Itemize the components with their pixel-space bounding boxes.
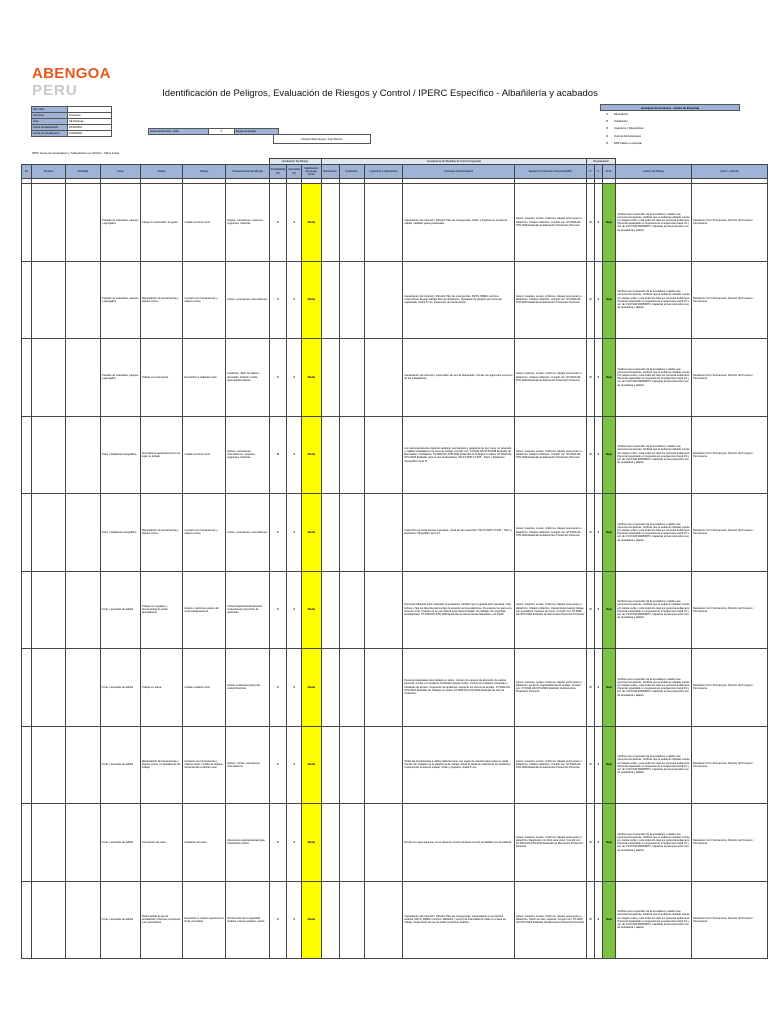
cell-empty <box>66 184 100 262</box>
cell-quien: Residente Civil / Permanente. Director de Proyecto / Permanente <box>692 571 768 649</box>
logo-main-text: ABENGOA <box>32 65 111 82</box>
col-administrativos: Controles Administrativos <box>403 165 515 179</box>
legend-item <box>600 111 740 118</box>
cell-s: 3 <box>287 804 302 882</box>
cell-empty <box>31 726 65 804</box>
cell-tarea: Corte y asentado de ladrillo <box>100 804 140 882</box>
cell-accion: Verificar que el operador de la amoladora y taladro sea personal competente. Verificar que el andamio utilizado cuente con tarjeta verde y esté todos los días por personal andamiero. Personal capacitado en respuesta de emergencias Canal 01 y cel. de CVCCSM 966056873. Capacitar al personal sobre uso de amoladora y taladro. <box>616 804 692 882</box>
legend-item <box>600 125 740 132</box>
cell-empty <box>22 494 32 572</box>
cell-empty <box>364 649 402 727</box>
cell-empty <box>321 184 339 262</box>
legend-item-text: EPP básico o especial <box>614 140 642 145</box>
col-tarea: Tarea <box>100 165 140 179</box>
cell-prob2: Baja <box>602 261 616 339</box>
cell-empty <box>321 649 339 727</box>
cell-quien: Residente Civil / Permanente. Director de Proyecto / Permanente <box>692 649 768 727</box>
cell-peligro: Manipulación de herramientas y objetos cortos <box>140 261 183 339</box>
group-control-hierarchy: Jerarquía de las Medidas de Control Sugeridas <box>321 159 586 165</box>
table-row <box>22 339 768 417</box>
table-row <box>22 571 768 649</box>
cell-epp: Casco, Guantes, Lentes, Uniforme, Zapato punta acero o dieléctrico. Chaleco reflectivo. Cumplir con: ST-PAM-HS-STD-0020 Estándar de Elementos Protección Personal <box>514 184 586 262</box>
cell-s2: 3 <box>594 649 602 727</box>
info-table <box>31 106 112 137</box>
cell-riesgo: Caídas al mismo nivel <box>183 416 226 494</box>
cell-accion: Verificar que el operador de la amoladora y taladro sea personal competente. Verificar que el andamio utilizado cuente con tarjeta verde y esté todos los días por personal andamiero. Personal capacitado en respuesta de emergencias Canal 01 y cel. de CVCCSM 966056873. Capacitar al personal sobre uso de amoladora y taladro. <box>616 339 692 417</box>
col-quien: Quién - Cuándo <box>692 165 768 179</box>
cell-empty <box>339 726 364 804</box>
col-accion: Acción del Riesgo <box>616 165 692 179</box>
cell-empty <box>66 726 100 804</box>
cell-peligro: Generación de polvo <box>140 804 183 882</box>
cell-admin: Personal calificado para manipular la amoladora. Verificar que la guarda esté operativa. Usar la llave y fijar los disco/la pieza a fijar de acuerdo recomendaciones. No exponer la mano a la línea de corte. Cuando no se use deberá estar desenchufado. No trabajar con ropa floja, deshilachada. ST-PAM-HS-STD-0030 Estándar de Herramientas Manuales y de Poder. <box>403 571 515 649</box>
legend-item <box>600 133 740 140</box>
cell-clas: Media <box>301 416 321 494</box>
cell-s2: 3 <box>594 881 602 959</box>
col-sustitucion: Sustitución <box>339 165 364 179</box>
cell-tarea: Traslado de materiales, equipos y agregados <box>100 184 140 262</box>
cell-riesgo: Caídas a distinto nivel <box>183 649 226 727</box>
cell-peligro: Carga en mal estado / irregular <box>140 184 183 262</box>
cell-riesgo: Contacto con herramientas y objetos cortos <box>183 494 226 572</box>
cell-accion: Verificar que el operador de la amoladora y taladro sea personal competente. Verificar que el andamio utilizado cuente con tarjeta verde y esté todos los días por personal andamiero. Personal capacitado en respuesta de emergencias Canal 01 y cel. de CVCCSM 966056873. Capacitar al personal sobre uso de amoladora y taladro. <box>616 726 692 804</box>
cell-peligro: Manipulación de herramientas y objetos cortos, en plataformas de trabajo <box>140 726 183 804</box>
cell-riesgo: Contacto con herramientas y objetos cortos <box>183 261 226 339</box>
cell-accion: Verificar que el operador de la amoladora y taladro sea personal competente. Verificar que el andamio utilizado cuente con tarjeta verde y esté todos los días por personal andamiero. Personal capacitado en respuesta de emergencias Canal 01 y cel. de CVCCSM 966056873. Capacitar al personal sobre uso de amoladora y taladro. <box>616 494 692 572</box>
cell-riesgo: Contacto con herramientas y objetos cortos / Caída de objetos, herramientas a distinto nivel <box>183 726 226 804</box>
col-prob2: Prob. <box>602 165 616 179</box>
cell-s: 3 <box>287 184 302 262</box>
cell-empty <box>339 571 364 649</box>
cell-p: C <box>269 184 286 262</box>
cell-empty <box>22 571 32 649</box>
cell-empty <box>321 881 339 959</box>
cell-s2: 3 <box>594 184 602 262</box>
table-row <box>22 649 768 727</box>
cell-empty <box>321 339 339 417</box>
cell-empty <box>339 649 364 727</box>
cell-epp: Casco, Guantes, Lentes, Uniforme, Zapato punta acero o dieléctrico. Chaleco reflectivo. Cumplir con: ST-PAM-HS-STD-0020 Estándar de Elementos Protección Personal <box>514 261 586 339</box>
cell-epp: Casco, Guantes, Lentes, Uniforme, Zapato punta acero o dieléctrico. Respirador con filtro para polvo. Cumplir con: ST-PAM-HS-STD-0020 Estándar de Elementos Protección Personal <box>514 804 586 882</box>
cell-empty <box>321 416 339 494</box>
legend-item-number: 2 <box>606 119 608 124</box>
cell-epp: Casco, Guantes, Lentes, Uniforme, Zapato punta acero o dieléctrico. Chaleco reflectivo. Cumplir con: ST-PAM-HS-STD-0020 Estándar de Elementos Protección Personal <box>514 726 586 804</box>
revision-date-label: Fecha de Revisión: 2020 <box>149 129 209 135</box>
cell-empty <box>66 571 100 649</box>
cell-consecuencias: Cortes, contusiones, traumatismos <box>226 494 270 572</box>
legend-item <box>600 140 740 147</box>
info-value: 25/10/2018 <box>68 125 112 131</box>
cell-p: C <box>269 571 286 649</box>
info-row <box>32 131 112 137</box>
cell-p2: D <box>587 726 595 804</box>
info-label: Sub Obra <box>32 107 68 113</box>
col-peligro: Peligro <box>140 165 183 179</box>
legend-title: Jerarquía de Controles - Orden de Prioridad <box>600 104 740 111</box>
cell-empty <box>66 494 100 572</box>
company-logo <box>32 66 111 100</box>
cell-empty <box>364 184 402 262</box>
cell-consecuencias: Golpes, Cortes, contusiones, traumatismos <box>226 726 270 804</box>
revision-date-value: 0 <box>209 129 235 135</box>
cell-empty <box>66 261 100 339</box>
cell-p: C <box>269 804 286 882</box>
legend-item-text: Ingeniería / Dispositivos <box>614 126 644 131</box>
cell-p: B <box>269 416 286 494</box>
cell-p2: D <box>587 881 595 959</box>
document-title: Identificación de Peligros, Evaluación de Riesgos y Control / IPERC Específico - Albañilería y acabados <box>162 88 598 99</box>
cell-empty <box>31 649 65 727</box>
cell-s: 3 <box>287 649 302 727</box>
group-reevaluation: Reevaluación <box>587 159 616 165</box>
cell-empty <box>22 804 32 882</box>
iperc-matrix <box>21 158 768 959</box>
legend-item-text: Eliminación <box>614 112 629 116</box>
cell-s: 3 <box>287 416 302 494</box>
cell-empty <box>339 416 364 494</box>
cell-empty <box>364 804 402 882</box>
table-row <box>22 881 768 959</box>
cell-epp: Casco, Guantes, Lentes, Uniforme, Zapato punta acero o dieléctrico. Chaleco reflectivo. Cumplir con: ST-PAM-HS-STD-0020 Estándar de Elementos Protección Personal <box>514 416 586 494</box>
cell-riesgo: Exposición a radiación solar <box>183 339 226 417</box>
cell-tarea: Trazo y Replanteo topográfico <box>100 416 140 494</box>
cell-quien: Residente Civil / Permanente. Director de Proyecto / Permanente <box>692 881 768 959</box>
cell-tarea: Corte y asentado de ladrillo <box>100 571 140 649</box>
cell-p: C <box>269 726 286 804</box>
col-eliminacion: Eliminación <box>321 165 339 179</box>
cell-quien: Residente Civil / Permanente. Director de Proyecto / Permanente <box>692 494 768 572</box>
cell-prob2: Baja <box>602 416 616 494</box>
evaluation-team-label: Equipo Evaluador <box>235 129 279 135</box>
cell-s2: 3 <box>594 494 602 572</box>
cell-clas: Media <box>301 494 321 572</box>
cell-riesgo: Caídas al mismo nivel <box>183 184 226 262</box>
evaluation-team-names: Director/Team Reyes / Juan Ramos <box>273 134 371 144</box>
cell-admin: Capacitación de inducción. Difusión Plan de emergencias. Capacitación en protección auditiva. PETS, IPERC continuo. Medición y control de intensidad de ruido en el área de trabajo. Supervisión de uso de doble protección auditiva. <box>403 881 515 959</box>
cell-accion: Verificar que el operador de la amoladora y taladro sea personal competente. Verificar que el andamio utilizado cuente con tarjeta verde y esté todos los días por personal andamiero. Personal capacitado en respuesta de emergencias Canal 01 y cel. de CVCCSM 966056873. Capacitar al personal sobre uso de amoladora y taladro. <box>616 571 692 649</box>
cell-empty <box>31 571 65 649</box>
cell-admin: Capacitación de inducción. Difusión Plan de emergencias. Orden y limpieza en el área de trabajo. Habilitar pasos peatonales. <box>403 184 515 262</box>
cell-empty <box>364 494 402 572</box>
col-riesgo: Riesgo <box>183 165 226 179</box>
col-severidad: Severidad (S) <box>287 165 302 179</box>
legend-item-number: 4 <box>606 133 608 138</box>
cell-clas: Media <box>301 881 321 959</box>
cell-clas: Media <box>301 649 321 727</box>
cell-consecuencias: Insolación, daño de cabeza, dermatitis, irritación ocular, quemaduras solares <box>226 339 270 417</box>
col-ingenieria: Ingeniería o dispositivos <box>364 165 402 179</box>
cell-empty <box>339 184 364 262</box>
cell-s2: 3 <box>594 571 602 649</box>
cell-empty <box>364 726 402 804</box>
cell-prob2: Baja <box>602 571 616 649</box>
cell-prob2: Baja <box>602 494 616 572</box>
legend-item-number: 3 <box>606 126 608 131</box>
cell-admin: Inspección de herramientas manuales, check list de inspección. PE-ST-0287-LT-005 - Trazo y Replanteo Topográfico de la LT <box>403 494 515 572</box>
cell-empty <box>31 494 65 572</box>
legend-item-number: 1 <box>606 112 608 116</box>
info-label: Fecha de Elaboración <box>32 125 68 131</box>
cell-empty <box>22 261 32 339</box>
cell-p2: D <box>587 494 595 572</box>
info-label: Gerencia <box>32 113 68 119</box>
cell-clas: Media <box>301 571 321 649</box>
cell-quien: Residente Civil / Permanente. Director de Proyecto / Permanente <box>692 804 768 882</box>
table-row <box>22 261 768 339</box>
cell-empty <box>339 261 364 339</box>
cell-p2: D <box>587 261 595 339</box>
cell-clas: Media <box>301 339 321 417</box>
col-proceso: Proceso <box>31 165 65 179</box>
cell-consecuencias: Cortes, contusiones, traumatismos <box>226 261 270 339</box>
cell-tarea: Corte y asentado de ladrillo <box>100 726 140 804</box>
table-row <box>22 726 768 804</box>
cell-accion: Verificar que el operador de la amoladora y taladro sea personal competente. Verificar que el andamio utilizado cuente con tarjeta verde y esté todos los días por personal andamiero. Personal capacitado en respuesta de emergencias Canal 01 y cel. de CVCCSM 966056873. Capacitar al personal sobre uso de amoladora y taladro. <box>616 184 692 262</box>
info-label: Fecha de Actualización <box>32 131 68 137</box>
legend-item-text: Sustitución <box>614 119 628 124</box>
table-row <box>22 494 768 572</box>
logo-sub-text: PERU <box>32 82 78 99</box>
cell-p2: D <box>587 571 595 649</box>
cell-consecuencias: Golpes, contusiones, traumatismos, raspones, esguinces, fracturas <box>226 416 270 494</box>
col-p2: P <box>587 165 595 179</box>
cell-tarea: Trazo y Replanteo topográfico <box>100 494 140 572</box>
cell-admin: Rociar con agua para que no se disperse el polvo durante el corte de ladrillos con amoladora. <box>403 804 515 882</box>
cell-empty <box>31 881 65 959</box>
cell-accion: Verificar que el operador de la amoladora y taladro sea personal competente. Verificar que el andamio utilizado cuente con tarjeta verde y esté todos los días por personal andamiero. Personal capacitado en respuesta de emergencias Canal 01 y cel. de CVCCSM 966056873. Capacitar al personal sobre uso de amoladora y taladro. <box>616 416 692 494</box>
cell-tarea: Corte y asentado de ladrillo <box>100 881 140 959</box>
cell-consecuencias: Disminución de la capacidad auditiva, trauma acústico, estrés <box>226 881 270 959</box>
cell-empty <box>321 726 339 804</box>
cell-empty <box>364 416 402 494</box>
legend-item-text: Control Administrativo <box>614 133 642 138</box>
cell-s2: 3 <box>594 416 602 494</box>
cell-quien: Residente Civil / Permanente. Director de Proyecto / Permanente <box>692 184 768 262</box>
col-actividad: Actividad <box>66 165 100 179</box>
cell-accion: Verificar que el operador de la amoladora y taladro sea personal competente. Verificar que el andamio utilizado cuente con tarjeta verde y esté todos los días por personal andamiero. Personal capacitado en respuesta de emergencias Canal 01 y cel. de CVCCSM 966056873. Capacitar al personal sobre uso de amoladora y taladro. <box>616 261 692 339</box>
cell-empty <box>339 881 364 959</box>
cell-clas: Media <box>301 261 321 339</box>
cell-accion: Verificar que el operador de la amoladora y taladro sea personal competente. Verificar que el andamio utilizado cuente con tarjeta verde y esté todos los días por personal andamiero. Personal capacitado en respuesta de emergencias Canal 01 y cel. de CVCCSM 966056873. Capacitar al personal sobre uso de amoladora y taladro. <box>616 881 692 959</box>
cell-empty <box>22 649 32 727</box>
cell-epp: Casco, Guantes, Lentes, Uniforme, Zapato punta acero o dieléctrico. Arnés de seguridad/línea de anclaje. Cumplir con: ST-PAM-HS-STD-0020 Estándar de Elementos Protección Personal <box>514 649 586 727</box>
cell-empty <box>66 339 100 417</box>
cell-s: 3 <box>287 339 302 417</box>
cell-empty <box>22 184 32 262</box>
cell-riesgo: Exposición a niveles superiores al límite permisible <box>183 881 226 959</box>
cell-s: 3 <box>287 571 302 649</box>
cell-consecuencias: Golpes a distintas partes del cuerpo/fracturas <box>226 649 270 727</box>
cell-empty <box>364 339 402 417</box>
cell-tarea: Traslado de materiales, equipos y agregados <box>100 261 140 339</box>
cell-prob2: Baja <box>602 184 616 262</box>
cell-empty <box>364 261 402 339</box>
cell-empty <box>339 804 364 882</box>
table-row <box>22 804 768 882</box>
cell-empty <box>339 494 364 572</box>
info-value: SE Paramas <box>68 119 112 125</box>
cell-empty <box>364 881 402 959</box>
cell-s2: 3 <box>594 726 602 804</box>
cell-consecuencias: Golpes, contusiones, raspones, esguinces, fracturas <box>226 184 270 262</box>
cell-epp: Casco, Guantes, Lentes, Uniforme, Zapato punta acero o dieléctrico. Chaleco reflectivo. Cumplir con: ST-PAM-HS-STD-0020 Estándar de Elementos Protección Personal <box>514 339 586 417</box>
cell-consecuencias: Corte/Atrapamiento/Fracturas/ contusiones/ proyección de partículas <box>226 571 270 649</box>
cell-empty <box>31 261 65 339</box>
legend-item-number: 5 <box>606 140 608 145</box>
cell-epp: Casco, Guantes, Lentes, Uniforme, Zapato punta acero o dieléctrico. Tapón de oído, orejeras. Cumplir con: ST-PAM-HS-STD-0020 Estándar de Elementos Protección Personal <box>514 881 586 959</box>
col-clasificacion: Clasificación del riesgo (PxS) <box>301 165 321 179</box>
cell-prob2: Baja <box>602 649 616 727</box>
group-evaluation: Evaluación del Riesgo <box>269 159 321 165</box>
cell-admin: Capacitación de inducción, supervisión de uso de bloqueador. Contar con agua para consumo de los trabajadores. <box>403 339 515 417</box>
cell-prob2: Baja <box>602 726 616 804</box>
cell-accion: Verificar que el operador de la amoladora y taladro sea personal competente. Verificar que el andamio utilizado cuente con tarjeta verde y esté todos los días por personal andamiero. Personal capacitado en respuesta de emergencias Canal 01 y cel. de CVCCSM 966056873. Capacitar al personal sobre uso de amoladora y taladro. <box>616 649 692 727</box>
cell-s2: 3 <box>594 804 602 882</box>
cell-admin: Personal capacitado para trabajos en altura. Contar con equipos de detención de caídas personal. Contar con andamio certificado (tarjeta verde). Contar con rodapiés, barandas y escaleras de acceso. Inspección de andamios. Asegurar los puntos de anclaje. ST-PAM-HS-STD-0021 Estándar de Trabajos en Altura. ST-PAM-HS-STD-0032 Estándar de Uso de Andamios. <box>403 649 515 727</box>
cell-empty <box>22 881 32 959</box>
cell-empty <box>22 339 32 417</box>
cell-epp: Casco, Guantes, Lentes, Uniforme, Zapato punta acero o dieléctrico. Chaleco reflectivo. Careta facial cuando trabaje con amoladora. Guantes de cuero. Cumplir con: ST-PAM-HS-STD-0020 Estándar de Elementos Protección Personal <box>514 571 586 649</box>
cell-empty <box>66 881 100 959</box>
col-s2: S <box>594 165 602 179</box>
table-row <box>22 416 768 494</box>
col-consecuencias: Consecuencias del Riesgo <box>226 165 270 179</box>
cell-empty <box>66 804 100 882</box>
cell-consecuencias: Afecciones respiratorias/alergias, intoxicación polvos <box>226 804 270 882</box>
cell-empty <box>339 339 364 417</box>
cell-p: C <box>269 881 286 959</box>
cell-quien: Residente Civil / Permanente. Director de Proyecto / Permanente <box>692 416 768 494</box>
cell-epp: Casco, Guantes, Lentes, Uniforme, Zapato punta acero o dieléctrico. Chaleco reflectivo. Cumplir con: ST-PAM-HS-STD-0020 Estándar de Elementos Protección Personal <box>514 494 586 572</box>
evaluation-info <box>148 128 279 135</box>
cell-riesgo: Golpes o atriciones partes del cuerpo/atrapamiento <box>183 571 226 649</box>
cell-p: C <box>269 261 286 339</box>
col-probabilidad: Probabilidad (P) <box>269 165 286 179</box>
cell-p: C <box>269 649 286 727</box>
cell-empty <box>31 184 65 262</box>
cell-peligro: Ruido debido al uso de amoladoras o factores superiores a los permisibles <box>140 881 183 959</box>
info-value: Proyectos <box>68 113 112 119</box>
cell-peligro: Trabajo a la intemperie <box>140 339 183 417</box>
cell-quien: Residente Civil / Permanente. Director de Proyecto / Permanente <box>692 261 768 339</box>
cell-s: 3 <box>287 881 302 959</box>
cell-empty <box>31 339 65 417</box>
col-no: No <box>22 165 32 179</box>
cell-admin: Los trazos/pendientes deberán señalizar sus tránsitos y parapetos de tipo, tener un estacado y mallado señaladas en la zona de trabajo. Cumplir con: ST-PAM-HS-STD-0028 Estándar de Barricadas y Señalética. ST-PAM-HS-STD-0021 Estándar de Trabajos en Altura. ST-PAM-HS-STD-0025 Estándar para el Uso de Escaleras. PE-ST-0287-LT-005 - Trazo y Replanteo Topográfico de la LT <box>403 416 515 494</box>
cell-empty <box>364 571 402 649</box>
cell-quien: Residente Civil / Permanente. Director de Proyecto / Permanente <box>692 726 768 804</box>
scope-line: IPPC Línea de transmisión y Subestación en 220 Kv - Mina Justa <box>32 151 119 155</box>
cell-empty <box>321 571 339 649</box>
cell-prob2: Baja <box>602 804 616 882</box>
cell-s: 3 <box>287 726 302 804</box>
cell-prob2: Baja <box>602 881 616 959</box>
cell-peligro: Superficie irregular/desnivel en el lugar de trabajo <box>140 416 183 494</box>
cell-empty <box>31 804 65 882</box>
cell-p2: D <box>587 184 595 262</box>
cell-riesgo: Inhalación de polvo <box>183 804 226 882</box>
cell-p: C <box>269 339 286 417</box>
legend-item <box>600 118 740 125</box>
cell-s: 3 <box>287 494 302 572</box>
cell-tarea: Corte y asentado de ladrillo <box>100 649 140 727</box>
cell-peligro: Manipulación de herramientas y objetos cortos <box>140 494 183 572</box>
cell-quien: Residente Civil / Permanente. Director de Proyecto / Permanente <box>692 339 768 417</box>
col-epp: Equipo de Protección Personal (EPP) <box>514 165 586 179</box>
cell-empty <box>321 261 339 339</box>
cell-peligro: Trabajo con equipos y herramientas de poder (amoladoras) <box>140 571 183 649</box>
cell-admin: Todas las herramientas a utilizar deberán tener sus sogas de sujeción para evitar su caída. Contar con rodapiés en la plataforma de trabajo. Evitar la caída de material de los andamios. Inspeccionar el área de trabajo. Orden y limpieza, charla 5 min. <box>403 726 515 804</box>
info-label: Área <box>32 119 68 125</box>
cell-peligro: Trabajo en altura <box>140 649 183 727</box>
cell-tarea: Traslado de materiales, equipos y agregados <box>100 339 140 417</box>
cell-s2: 3 <box>594 339 602 417</box>
cell-p2: D <box>587 416 595 494</box>
cell-p2: D <box>587 339 595 417</box>
cell-empty <box>321 494 339 572</box>
cell-p2: D <box>587 649 595 727</box>
cell-prob2: Baja <box>602 339 616 417</box>
cell-p2: D <box>587 804 595 882</box>
cell-admin: Capacitación de inducción. Difusión Plan de emergencias, PETS, IPERC continuo. Inspeccionar área de trabajo libre de obstáculos. Operación de equipos por personal capacitado, charla 5 min. Inspección de herramientas. <box>403 261 515 339</box>
cell-empty <box>22 726 32 804</box>
cell-clas: Media <box>301 184 321 262</box>
cell-s: 3 <box>287 261 302 339</box>
info-value: 10/06/2018 <box>68 131 112 137</box>
cell-clas: Media <box>301 726 321 804</box>
cell-empty <box>66 416 100 494</box>
table-row <box>22 184 768 262</box>
cell-empty <box>321 804 339 882</box>
cell-empty <box>66 649 100 727</box>
cell-clas: Media <box>301 804 321 882</box>
cell-s2: 3 <box>594 261 602 339</box>
cell-empty <box>31 416 65 494</box>
cell-empty <box>22 416 32 494</box>
cell-p: C <box>269 494 286 572</box>
control-hierarchy-legend <box>600 104 740 147</box>
